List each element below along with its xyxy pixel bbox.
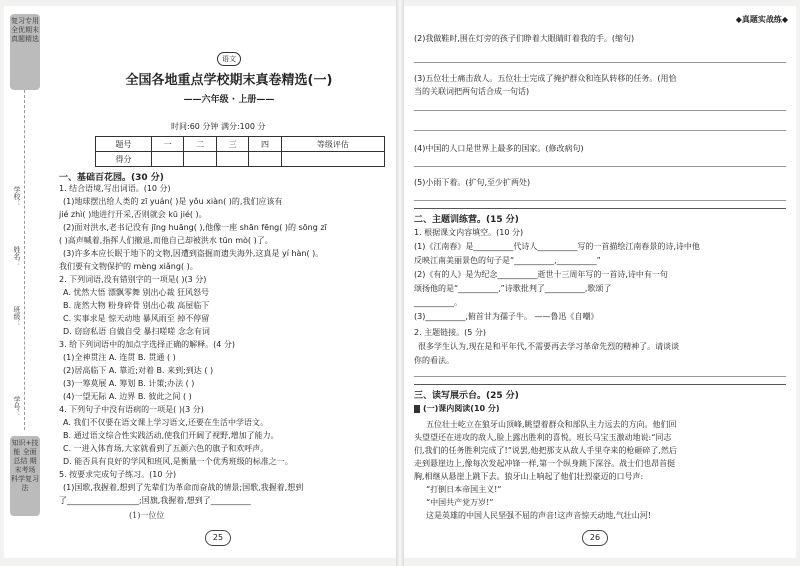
question-line: 反映江南美丽景色的句子是“__________,__________” xyxy=(414,256,601,265)
option-line: D. 能否具有良好的学风和班风,是衡量一个优秀班级的标准之一。 xyxy=(63,457,293,466)
question-line: 颂扬他的是“__________,”诗歌批判了__________,歌颂了 xyxy=(414,284,612,293)
id-label: 学号： xyxy=(13,396,21,417)
question-line: 5. 按要求完成句子练习。(10 分) xyxy=(59,470,177,479)
section-heading: 二、主题训练营。(15 分) xyxy=(414,215,519,225)
class-label: 姓名： xyxy=(13,246,21,267)
reading-title-text: (一)课内阅读(10 分) xyxy=(423,404,500,413)
answer-line[interactable] xyxy=(414,110,786,111)
answer-line[interactable] xyxy=(414,62,786,63)
question-line: (1)地球摆出给人类的 zī yuán( )是 yǒu xiàn( )的,我们应该有 xyxy=(63,197,283,206)
page-title: 全国各地重点学校期末真卷精选(一) xyxy=(125,73,333,88)
question-line: (1)国歌,我握着,想到了先辈们为革命而奋战的情景;国歌,我握着,想到 xyxy=(63,483,304,492)
score-cell[interactable] xyxy=(281,152,384,167)
time-info: 时间:60 分钟 满分:100 分 xyxy=(171,122,266,131)
question-line: (1)《江南春》是__________代诗人__________写的一首描绘江南春景的诗,诗中他 xyxy=(414,242,700,251)
question-line: jié zhì( )地进行开采,否则就会 kū jié( )。 xyxy=(59,210,207,219)
left-page xyxy=(4,6,396,558)
option-line: (4)一望无际 A. 边界 B. 彼此之间 ( ) xyxy=(63,392,192,401)
score-header: 二 xyxy=(184,137,216,152)
passage-line: “打倒日本帝国主义!” xyxy=(426,485,502,494)
score-cell[interactable] xyxy=(152,152,184,167)
question-line: (4)中国的人口是世界上最多的国家。(修改病句) xyxy=(414,144,584,153)
section-rule xyxy=(414,208,786,209)
grade-label: ——六年级 · 上册—— xyxy=(183,95,275,105)
page-header-text: 真题实战练 xyxy=(741,15,782,24)
score-table-row xyxy=(96,152,385,167)
question-line: (3)许多本应长眠于地下的文物,因遭到盗掘而遗失海外,这真是 yí hàn( )。 xyxy=(63,249,324,258)
section-rule xyxy=(414,384,786,385)
answer-line[interactable] xyxy=(414,200,786,201)
question-line: ( )高声喊着,指挥人们撤退,而他自己却被洪水 tūn mò( )了。 xyxy=(59,236,273,245)
passage-line: 头望望还在进攻的敌人,脸上露出胜利的喜悦。班长马宝玉激动地说:“同志 xyxy=(414,433,672,442)
question-line: 了__________________;国旗,我握着,想到了__________ xyxy=(59,496,251,505)
title-block xyxy=(99,46,359,105)
left-margin-strip xyxy=(4,6,54,558)
subject-badge: 语文 xyxy=(217,52,241,66)
passage-line: 们,我们的任务胜利完成了!”说罢,他把那支从敌人手里夺来的枪砸碎了,然后 xyxy=(414,446,677,455)
score-header: 三 xyxy=(216,137,248,152)
page-number: 25 xyxy=(205,530,231,546)
question-line: (2)《有的人》是为纪念__________逝世十三周年写的一首诗,诗中有一句 xyxy=(414,270,668,279)
score-cell[interactable] xyxy=(184,152,216,167)
school-label: 学校： xyxy=(13,186,21,207)
reading-marker xyxy=(414,405,420,413)
section-heading: 三、读写展示台。(25 分) xyxy=(414,391,519,401)
passage-line: 胸,相继从悬崖上跳下去。狼牙山上响起了他们壮烈豪迈的口号声: xyxy=(414,472,644,481)
answer-line[interactable] xyxy=(414,376,786,377)
passage-line: 走到悬崖边上,像每次发起冲锋一样,第一个纵身跳下深谷。战士们也昂首挺 xyxy=(414,459,676,468)
passage-line: 五位壮士屹立在狼牙山顶峰,眺望着群众和部队主力远去的方向。他们回 xyxy=(426,420,677,429)
page-number: 26 xyxy=(582,530,608,546)
name-label: 班级： xyxy=(13,306,21,327)
passage-line: 这是英雄的中国人民坚强不屈的声音!这声音惊天动地,气壮山河! xyxy=(426,511,651,520)
question-line: 很多学生认为,现在是和平年代,不需要再去学习革命先烈的精神了。请谈谈 xyxy=(418,342,680,351)
option-line: B. 庞然大物 粉身碎骨 别出心裁 高屋临下 xyxy=(63,301,210,310)
page-header: ◆真题实战练◆ xyxy=(735,15,788,24)
question-line: 2. 主题链接。(5 分) xyxy=(414,328,487,337)
option-line: D. 窃窃私语 自做自受 暴扫嗟嗟 念念有词 xyxy=(63,327,210,336)
question-line: 你的看法。 xyxy=(414,356,454,365)
option-line: A. 我们不仅要在语文课上学习语文,还要在生活中学语文。 xyxy=(63,418,268,427)
option-line: (2)居高临下 A. 靠近;对着 B. 来到;到达 ( ) xyxy=(63,366,214,375)
question-line: __________。 xyxy=(414,298,462,307)
score-header: 等级评估 xyxy=(281,137,384,152)
reading-title xyxy=(414,404,500,414)
option-line: C. 一进入体育场,大家就看到了五颜六色的旗子和欢呼声。 xyxy=(63,444,269,453)
question-line: 4. 下列句子中没有语病的一项是( )(3 分) xyxy=(59,405,204,414)
option-line: B. 通过语文综合性实践活动,使我们开阔了视野,增加了能力。 xyxy=(63,431,279,440)
option-line: A. 忧然大悟 漂飘零舞 别出心裁 狂风怒号 xyxy=(63,288,210,297)
question-line: (2)我做鞋时,围在灯旁的孩子们睁着大眼睛盯着我的手。(缩句) xyxy=(414,34,635,43)
score-header: 题号 xyxy=(96,137,152,152)
question-line: (3)五位壮士痛击敌人。五位壮士完成了掩护群众和连队转移的任务。(用恰 xyxy=(414,74,677,83)
passage-line: “中国共产党万岁!” xyxy=(426,498,494,507)
question-line: (2)面对洪水,老书记没有 jīng huāng( ),他像一座 shān fēng( )的 sōng zī xyxy=(63,223,327,232)
question-line: 当的关联词把两句话合成一句话) xyxy=(414,87,530,96)
option-line: (1)全神贯注 A. 连贯 B. 贯通 ( ) xyxy=(63,353,176,362)
handwritten-answer: (1)一位位 xyxy=(129,511,165,520)
score-header: 四 xyxy=(249,137,281,152)
section-heading: 一、基础百花园。(30 分) xyxy=(59,173,164,183)
answer-line[interactable] xyxy=(414,166,786,167)
side-tag-top: 复习专用 全优期末真题精选 xyxy=(10,14,40,90)
score-table-header-row xyxy=(96,137,385,152)
score-table xyxy=(95,136,385,167)
score-cell[interactable] xyxy=(249,152,281,167)
right-page xyxy=(404,6,796,558)
question-line: 2. 下列词语,没有错别字的一项是( )(3 分) xyxy=(59,275,207,284)
cut-line xyxy=(24,90,25,430)
question-line: (5)小雨下着。(扩句,至少扩两处) xyxy=(414,178,531,187)
score-cell[interactable] xyxy=(216,152,248,167)
question-line: 1. 根据课文内容填空。(10 分) xyxy=(414,228,524,237)
question-line: 1. 结合语境,写出词语。(10 分) xyxy=(59,184,171,193)
option-line: (3)一筹莫展 A. 筹划 B. 计策;办法 ( ) xyxy=(63,379,195,388)
question-line: 3. 给下列词语中的加点字选择正确的解释。(4 分) xyxy=(59,340,236,349)
page-fold xyxy=(396,0,404,566)
side-tag-bottom: 知识+技能 全面 总结 期末考场 科学复习法 xyxy=(10,436,40,516)
question-line: 我们要有文物保护的 mèng xiǎng( )。 xyxy=(59,262,198,271)
option-line: C. 实事求是 惊天动地 暴风雨至 掉不停留 xyxy=(63,314,210,323)
score-header: 一 xyxy=(152,137,184,152)
question-line: (3)__________,俯首甘为孺子牛。 ——鲁迅《自嘲》 xyxy=(414,312,599,321)
score-row-label: 得分 xyxy=(96,152,152,167)
answer-line[interactable] xyxy=(414,130,786,131)
